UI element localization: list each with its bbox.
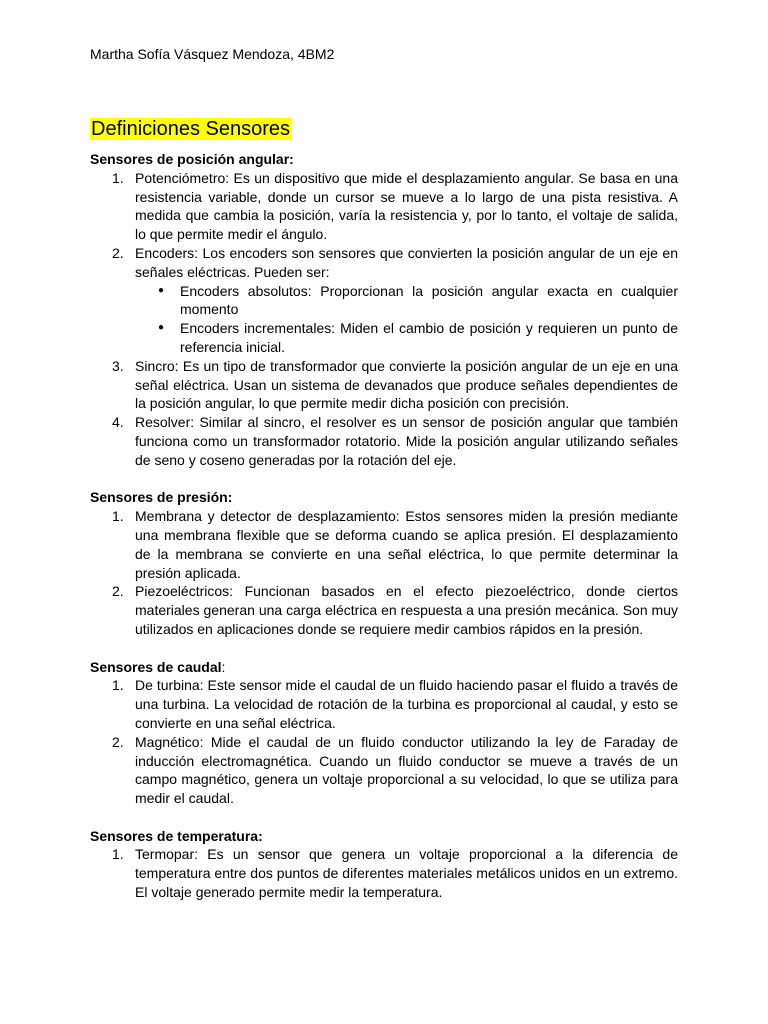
list-item bbox=[90, 676, 678, 732]
list-item-text: De turbina: Este sensor mide el caudal de un fluido haciendo pasar el fluido a través de una turbina. La velocidad de rotación de la turbina es proporcional al caudal, y esto se convierte en una señal eléctrica. bbox=[135, 677, 678, 731]
bullet-icon: ● bbox=[158, 284, 165, 296]
list-number: 1. bbox=[112, 846, 124, 863]
list-number: 4. bbox=[112, 414, 124, 431]
list-item bbox=[90, 169, 678, 244]
document-title bbox=[90, 116, 291, 142]
list-number: 2. bbox=[112, 244, 124, 261]
section-temperature bbox=[90, 827, 678, 902]
list-number: 3. bbox=[112, 357, 124, 374]
list-number: 2. bbox=[112, 733, 124, 750]
list-item-text: Termopar: Es un sensor que genera un voltaje proporcional a la diferencia de temperatura entre dos puntos de diferentes materiales metálicos unidos en un extremo. El voltaje generado permite medir la temperatura. bbox=[135, 846, 678, 901]
list-item bbox=[90, 582, 678, 638]
list-item-text: Piezoeléctricos: Funcionan basados en el efecto piezoeléctrico, donde ciertos materiales generan una carga eléctrica en respuesta a una presión mecánica. Son muy utilizados en aplicaciones donde se requiere medir cambios rápidos en la presión. bbox=[135, 583, 678, 637]
numbered-list bbox=[90, 845, 678, 901]
list-item-text: Sincro: Es un tipo de transformador que convierte la posición angular de un eje en una señal eléctrica. Usan un sistema de devanados que produce señales dependientes de la posición angular, lo que permite medir dicha posición con precisión. bbox=[135, 357, 678, 412]
list-item-text: Resolver: Similar al sincro, el resolver es un sensor de posición angular que también funciona como un transformador rotatorio. Mide la posición angular utilizando señales de seno y coseno generadas por la rotación del eje. bbox=[135, 414, 678, 468]
section-heading: Sensores de posición angular: bbox=[90, 151, 294, 167]
list-item-text: Magnético: Mide el caudal de un fluido conductor utilizando la ley de Faraday de inducción electromagnética. Cuando un fluido conductor se mueve a través de un campo magnético, genera un voltaje proporcional a su velocidad, lo que se utiliza para medir el caudal. bbox=[135, 733, 678, 807]
section-pressure bbox=[90, 488, 678, 638]
bullet-list bbox=[135, 282, 678, 357]
list-item-text: Encoders: Los encoders son sensores que convierten la posición angular de un eje en señales eléctricas. Pueden ser: bbox=[135, 244, 678, 280]
section-heading-colon: : bbox=[221, 658, 226, 675]
document-page bbox=[90, 0, 678, 1024]
list-number: 1. bbox=[112, 169, 124, 186]
section-heading: Sensores de temperatura: bbox=[90, 827, 263, 844]
section-heading-text: Sensores de caudal bbox=[90, 658, 222, 675]
document-title-text: Definiciones Sensores bbox=[91, 118, 290, 140]
bullet-item bbox=[135, 319, 678, 357]
list-item bbox=[90, 507, 678, 582]
list-item bbox=[90, 357, 678, 413]
list-item-text: Potenciómetro: Es un dispositivo que mide el desplazamiento angular. Se basa en una resistencia variable, donde un cursor se mueve a lo largo de una pista resistiva. A medida que cambia la posición, varía la resistencia y, por lo tanto, el voltaje de salida, lo que permite medir el ángulo. bbox=[135, 169, 678, 243]
bullet-item-text: Encoders incrementales: Miden el cambio de posición y requieren un punto de referencia inicial. bbox=[180, 320, 678, 355]
numbered-list bbox=[90, 676, 678, 808]
numbered-list bbox=[90, 507, 678, 639]
list-item bbox=[90, 733, 678, 808]
document-body bbox=[90, 150, 678, 921]
author-line: Martha Sofía Vásquez Mendoza, 4BM2 bbox=[90, 46, 335, 62]
list-item bbox=[90, 845, 678, 901]
list-item bbox=[90, 244, 678, 357]
bullet-item-text: Encoders absolutos: Proporcionan la posición angular exacta en cualquier momento bbox=[180, 282, 678, 318]
numbered-list bbox=[90, 169, 678, 470]
section-angular-position bbox=[90, 150, 678, 470]
list-number: 2. bbox=[112, 583, 124, 600]
bullet-item bbox=[135, 282, 678, 320]
section-heading: Sensores de presión: bbox=[90, 489, 233, 506]
list-number: 1. bbox=[112, 677, 124, 694]
bullet-icon: ● bbox=[158, 322, 165, 334]
list-number: 1. bbox=[112, 508, 124, 525]
section-heading bbox=[90, 658, 678, 677]
section-flow bbox=[90, 658, 678, 808]
list-item bbox=[90, 413, 678, 469]
list-item-text: Membrana y detector de desplazamiento: Estos sensores miden la presión mediante una membrana flexible que se deforma cuando se aplica presión. El desplazamiento de la membrana se convierte en una señal eléctrica, lo que permite determinar la presión aplicada. bbox=[135, 508, 678, 581]
